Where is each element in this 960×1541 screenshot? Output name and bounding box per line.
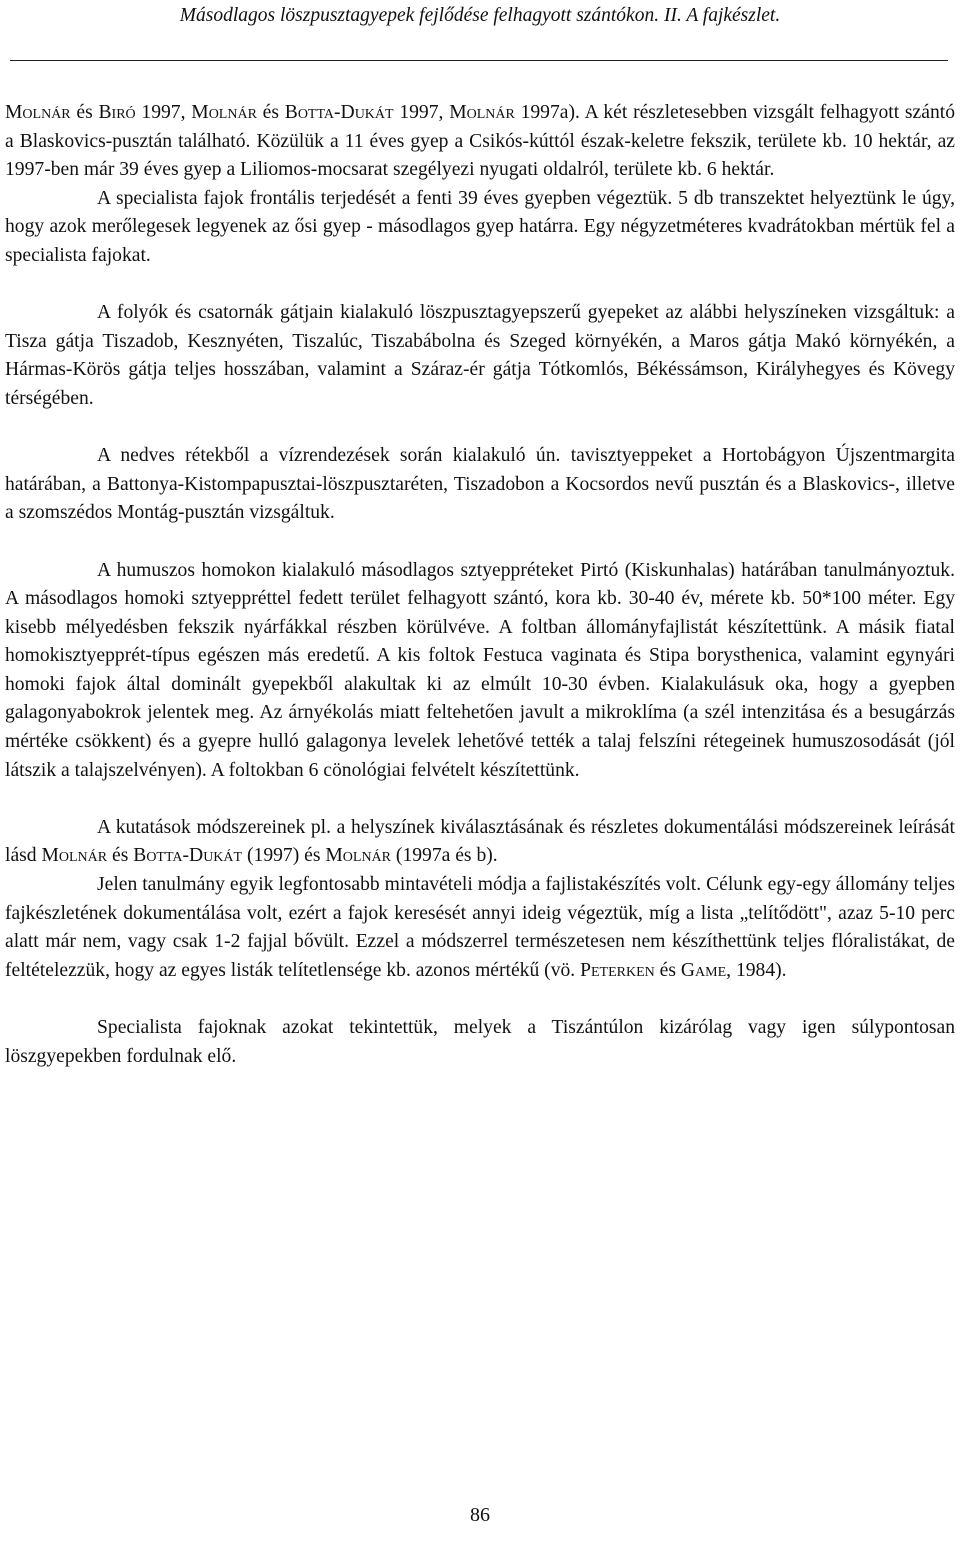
- paragraph-8: Specialista fajoknak azokat tekintettük, melyek a Tiszántúlon kizárólag vagy igen súlypontosan löszgyepekben fordulnak elő.: [5, 1017, 955, 1067]
- author-molnar: Molnár: [41, 845, 108, 867]
- paragraph-3: A folyók és csatornák gátjain kialakuló löszpusztagyepszerű gyepeket az alábbi helyszíneken vizsgáltuk: a Tisza gátja Tiszadob, Kesznyéten, Tiszalúc, Tiszabábolna és Szeged környékén, a Maros gátja Makó környékén, a Hármas-Körös gátja teljes hosszában, valamint a Száraz-ér gátja Tótkomlós, Békéssámson, Királyhegyes és Kövegy térségében.: [5, 302, 955, 409]
- author-molnar: Molnár: [5, 102, 71, 123]
- text: 1997,: [393, 102, 450, 123]
- text: Jelen tanulmány egyik legfontosabb mintavételi módja a fajlistakészítés volt. Célunk egy-egy állomány teljes fajkészletének dokumentálása volt, ezért a fajok keresését annyi ideig végeztük, míg a lista „telítődött", azaz 5-10 perc alatt már nem, vagy csak 1-2 fajjal bővült. Ezzel a módszerrel természetesen nem készíthettünk teljes flóralistákat, de feltételezzük, hogy az egyes listák telítetlensége kb. azonos mértékű (vö.: [5, 874, 955, 981]
- author-molnar: Molnár: [191, 102, 257, 123]
- text: (1997) és: [242, 845, 326, 867]
- text: és: [256, 102, 285, 123]
- author-peterken: Peterken: [580, 959, 655, 981]
- paragraph-1: [5, 99, 955, 185]
- author-botta-dukat: Botta-Dukát: [133, 845, 243, 867]
- running-header-title: Másodlagos löszpusztagyepek fejlődése felhagyott szántókon. II. A fajkészlet.: [179, 5, 781, 26]
- author-biro: Biró: [98, 102, 136, 123]
- text: , 1984).: [726, 959, 787, 981]
- paragraph-5: A humuszos homokon kialakuló másodlagos sztyeppréteket Pirtó (Kiskunhalas) határában tanulmányoztuk. A másodlagos homoki sztyeppréttel fedett terület felhagyott szántó, kora kb. 30-40 év, mérete kb. 50*100 méter. Egy kisebb mélyedésben fekszik nyárfákkal részben körülvéve. A foltban állományfajlistát készítettünk. A másik fiatal homokisztyepprét-típus egészen más eredetű. A kis foltok Festuca vaginata és Stipa borysthenica, valamint egynyári homoki fajok által dominált gyepekből alakultak ki az elmúlt 10-30 évben. Kialakulásuk oka, hogy a gyepben galagonyabokrok jelentek meg. Az árnyékolás miatt feltehetően javult a mikroklíma (a szél intenzitása és a besugárzás mértéke csökkent) és a gyepre hulló galagonya levelek lehetővé tették a talaj felszíni rétegeinek humuszosodását (jól látszik a talajszelvényen). A foltokban 6 cönológiai felvételt készítettünk.: [5, 559, 955, 781]
- author-game: Game: [680, 959, 727, 981]
- text: 1997,: [135, 102, 192, 123]
- body-text: [5, 99, 955, 1071]
- text: és: [70, 102, 99, 123]
- author-botta-dukat: Botta-Dukát: [284, 102, 394, 123]
- author-molnar: Molnár: [325, 845, 392, 867]
- paragraph-4: A nedves rétekből a vízrendezések során kialakuló ún. tavisztyeppeket a Hortobágyon Újszentmargita határában, a Battonya-Kistompapusztai-löszpusztaréten, Tiszadobon a Kocsordos nevű pusztán és a Blaskovics-, illetve a szomszédos Montág-pusztán vizsgáltuk.: [5, 445, 955, 524]
- paragraph-6: [5, 814, 955, 871]
- text: és: [107, 845, 134, 867]
- header-rule: [10, 60, 948, 61]
- text: (1997a és b).: [391, 845, 498, 867]
- author-molnar: Molnár: [449, 102, 515, 123]
- text: A kutatások módszereinek pl. a helyszínek kiválasztásának és részletes dokumentálási módszereinek leírását lásd: [5, 816, 955, 867]
- paragraph-2: A specialista fajok frontális terjedését a fenti 39 éves gyepben végeztük. 5 db transzektet helyeztünk le úgy, hogy azok merőlegesek legyenek az ősi gyep - másodlagos gyep határra. Egy négyzetméteres kvadrátokban mértük fel a specialista fajokat.: [5, 187, 955, 266]
- page-number: 86: [470, 1504, 490, 1526]
- text: és: [654, 959, 681, 981]
- text: 1997a). A két részletesebben vizsgált felhagyott szántó a Blaskovics-pusztán található. Közülük a 11 éves gyep a Csikós-kúttól észak-keletre fekszik, területe kb. 10 hektár, az 1997-ben már 39 éves gyep a Liliomos-mocsarat szegélyezi nyugati oldalról, területe kb. 6 hektár.: [5, 102, 955, 181]
- paragraph-7: [5, 871, 955, 985]
